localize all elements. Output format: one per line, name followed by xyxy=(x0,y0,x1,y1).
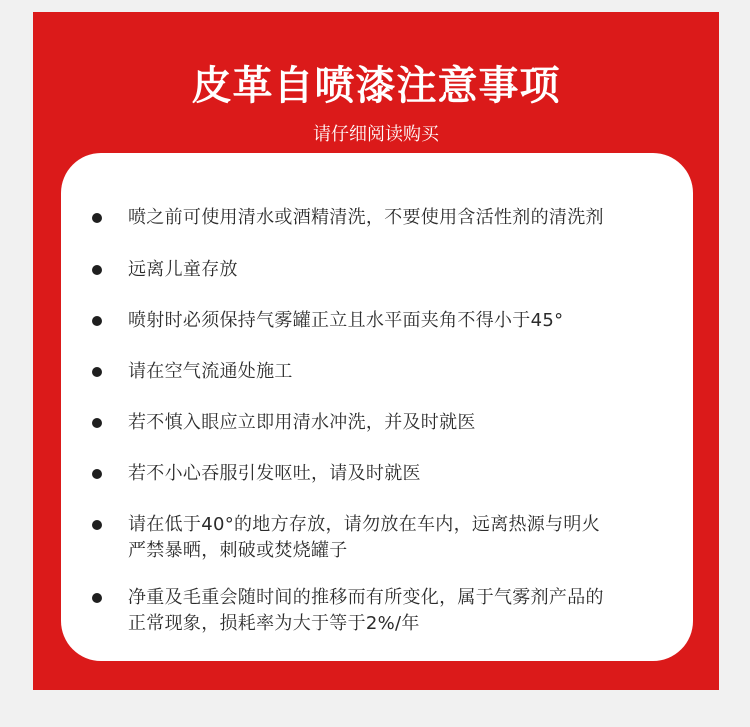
page-title: 皮革自喷漆注意事项 xyxy=(191,63,561,109)
bullet-icon xyxy=(92,593,102,603)
notice-card xyxy=(61,153,693,661)
bullet-icon xyxy=(92,265,102,275)
notice-text: 喷之前可使用清水或酒精清洗，不要使用含活性剂的清洗剂 xyxy=(128,207,604,228)
page-subtitle: 请仔细阅读购买 xyxy=(313,124,439,145)
bullet-icon xyxy=(92,367,102,377)
notice-text: 净重及毛重会随时间的推移而有所变化，属于气雾剂产品的 正常现象，损耗率为大于等于2%/年 xyxy=(128,587,604,634)
notice-text: 喷射时必须保持气雾罐正立且水平面夹角不得小于45° xyxy=(128,310,564,331)
bullet-icon xyxy=(92,213,102,223)
notice-text: 远离儿童存放 xyxy=(128,259,238,280)
bullet-icon xyxy=(92,520,102,530)
notice-text: 若不小心吞服引发呕吐，请及时就医 xyxy=(128,463,421,484)
notice-text: 请在空气流通处施工 xyxy=(128,361,293,382)
notice-text: 请在低于40°的地方存放，请勿放在车内，远离热源与明火 严禁暴晒，刺破或焚烧罐子 xyxy=(128,514,601,561)
bullet-icon xyxy=(92,418,102,428)
notice-text: 若不慎入眼应立即用清水冲洗，并及时就医 xyxy=(128,412,476,433)
bullet-icon xyxy=(92,469,102,479)
notice-panel xyxy=(33,12,719,690)
bullet-icon xyxy=(92,316,102,326)
